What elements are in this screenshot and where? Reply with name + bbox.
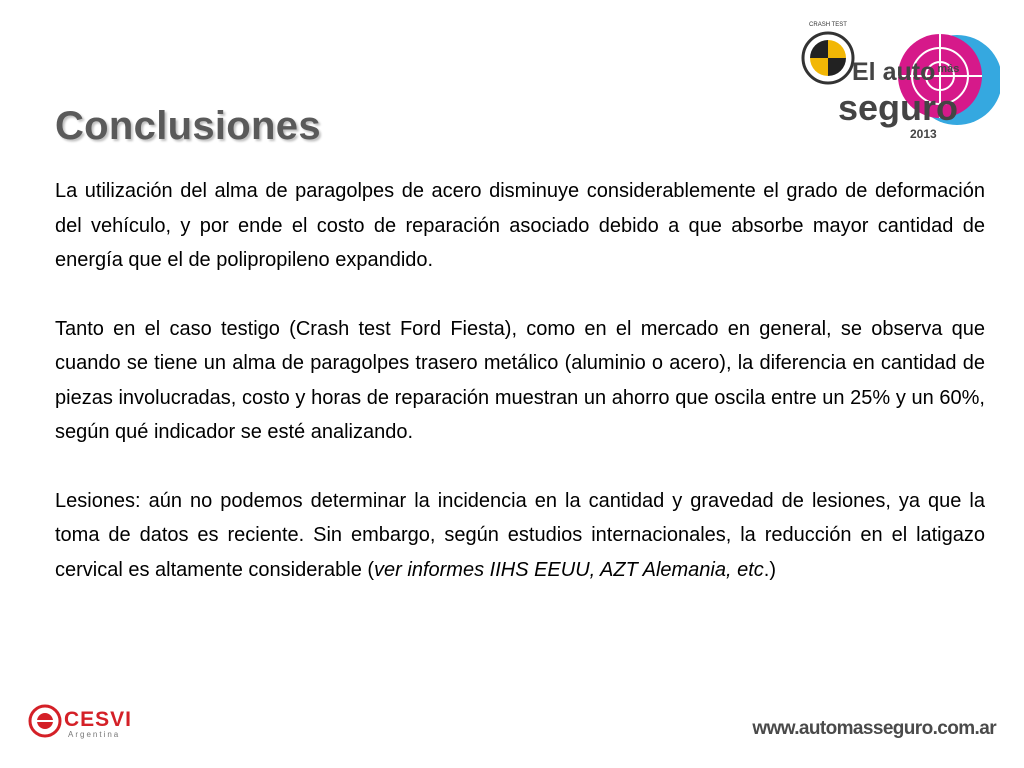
paragraph-3 — [55, 484, 985, 588]
paragraph-3-reference: ver informes IIHS EEUU, AZT Alemania, etc — [374, 558, 764, 581]
page-title: Conclusiones — [55, 104, 321, 148]
cesvi-logo — [28, 704, 158, 742]
paragraph-3-end: .) — [763, 558, 777, 581]
el-auto-mas-seguro-logo — [800, 18, 1000, 153]
logo-line2: seguro — [838, 87, 959, 128]
paragraph-1: La utilización del alma de paragolpes de acero disminuye considerablemente el grado de deformación del vehículo, y por ende el costo de reparación asociado debido a que absorbe mayor cantidad de energía que el de polipropileno expandido. — [55, 180, 985, 271]
logo-line1: El auto $^{más}$ — [852, 58, 960, 86]
slide-body — [55, 174, 985, 587]
crash-test-badge-text: CRASH TEST — [809, 22, 847, 28]
logo-year: 2013 — [910, 127, 937, 141]
cesvi-name: CESVI — [64, 708, 133, 731]
footer-url: www.automasseguro.com.ar — [752, 718, 996, 739]
paragraph-3-main: Lesiones: aún no podemos determinar la incidencia en la cantidad y gravedad de lesiones, ya que la toma de datos es reciente. Sin embargo, según estudios internacionales, la reducción en el latigazo cervical es altamente considerable ( — [55, 489, 985, 581]
cesvi-sub: Argentina — [68, 730, 121, 739]
paragraph-2: Tanto en el caso testigo (Crash test Ford Fiesta), como en el mercado en general, se observa que cuando se tiene un alma de paragolpes trasero metálico (aluminio o acero), la diferencia en cantidad de piezas involucradas, costo y horas de reparación muestran un ahorro que oscila entre un 25% y un 60%, según qué indicador se esté analizando. — [55, 317, 985, 443]
